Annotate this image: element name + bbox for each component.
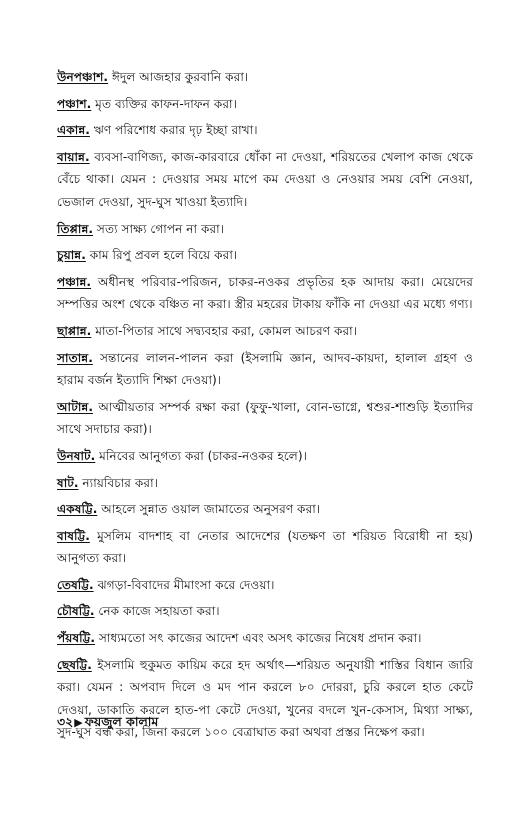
- entry-label: তেষট্টি.: [57, 577, 94, 592]
- entry-label: ষাট.: [57, 475, 79, 490]
- entry-label: পঁয়ষট্টি.: [57, 631, 95, 646]
- entry-text: নেক কাজে সহায়তা করা।: [94, 604, 220, 619]
- entry-text: মুসলিম বাদশাহ বা নেতার আদেশের (যতক্ষণ তা শরিয়ত বিরোধী না হয়) আনুগত্য করা।: [57, 528, 473, 566]
- entry-text: কাম রিপু প্রবল হলে বিয়ে করা।: [85, 248, 238, 263]
- list-item: [57, 119, 473, 142]
- entry-label: ছেষট্টি.: [57, 657, 92, 672]
- entry-text: অধীনস্থ পরিবার-পরিজন, চাকর-নওকর প্রভৃতির হক আদায় করা। মেয়েদের সম্পত্তির অংশ থেকে বঞ্চিত না করা। স্ত্রীর মহরের টাকায় ফাঁকি না দেওয়া এর মধ্যে গণ্য।: [57, 274, 473, 312]
- entry-text: সাধ্যমতো সৎ কাজের আদেশ এবং অসৎ কাজের নিষেধ প্রদান করা।: [94, 631, 422, 646]
- list-item: [57, 146, 473, 214]
- entry-label: চৌষট্টি.: [57, 604, 95, 619]
- entry-text: মাতা-পিতার সাথে সদ্ব্যবহার করা, কোমল আচরণ করা।: [91, 323, 358, 338]
- entry-text: ব্যবসা-বাণিজ্য, কাজ-কারবারে ধোঁকা না দেওয়া, শরিয়তের খেলাপ কাজ থেকে বেঁচে থাকা। যেমন : দেওয়ার সময় মাপে কম দেওয়া ও নেওয়ার সময় বেশি নেওয়া, ভেজাল দেওয়া, সুদ-ঘুস খাওয়া ইত্যাদি।: [57, 149, 473, 209]
- entry-label: ছাপ্পান্ন.: [57, 323, 92, 338]
- list-item: [57, 244, 473, 267]
- page-footer: [57, 714, 158, 734]
- entry-label: একান্ন.: [57, 123, 90, 138]
- entry-label: পঞ্চাশ.: [57, 96, 92, 111]
- entry-label: উনষাট.: [57, 448, 96, 463]
- entry-text: মৃত ব্যক্তির কাফন-দাফন করা।: [91, 96, 237, 111]
- entry-label: তিপ্পান্ন.: [57, 221, 94, 236]
- entry-text: মনিবের আনুগত্য করা (চাকর-নওকর হলে)।: [95, 448, 307, 463]
- list-item: [57, 627, 473, 650]
- list-item: [57, 347, 473, 392]
- triangle-icon: ▶: [74, 716, 83, 729]
- list-item: [57, 66, 473, 89]
- entry-text: ইসলামি হুকুমত কায়িম করে হদ অর্থাৎ—শরিয়ত অনুযায়ী শাস্তির বিধান জারি করা। যেমন : অপবাদ দিলে ও মদ পান করলে ৮০ দোররা, চুরি করলে হাত কেটে দেওয়া, ডাকাতি করলে হাত-পা কেটে দেওয়া, খুনের বদলে খুন-কেসাস, মিথ্যা সাক্ষ্য, সুদ-ঘুস বন্ধ করা, জিনা করলে ১০০ বেত্রাঘাত করা অথবা প্রস্তর নিক্ষেপ করা।: [57, 657, 473, 740]
- entry-label: একষট্টি.: [57, 502, 98, 517]
- entry-text: সন্তানের লালন-পালন করা (ইসলামি জ্ঞান, আদব-কায়দা, হালাল গ্রহণ ও হারাম বর্জন ইত্যাদি শিক্ষা দেওয়া)।: [57, 350, 473, 388]
- entry-label: চুয়ান্ন.: [57, 248, 86, 263]
- list-item: [57, 320, 473, 343]
- list-item: [57, 600, 473, 623]
- page-number: ৩২: [57, 714, 74, 729]
- entry-label: উনপঞ্চাশ.: [57, 70, 109, 84]
- entry-text: আত্মীয়তার সম্পর্ক রক্ষা করা (ফুফু-খালা, বোন-ভাগ্নে, শ্বশুর-শাশুড়ি ইত্যাদির সাথে সদাচার করা)।: [57, 399, 473, 437]
- entry-text: ঝগড়া-বিবাদের মীমাংসা করে দেওয়া।: [93, 577, 275, 592]
- list-item: [57, 93, 473, 116]
- list-item: [57, 218, 473, 241]
- entry-text: ঈদুল আজহার কুরবানি করা।: [108, 70, 249, 84]
- page-body: [57, 66, 473, 748]
- entry-text: সত্য সাক্ষ্য গোপন না করা।: [93, 221, 225, 236]
- list-item: [57, 525, 473, 570]
- entry-label: পঞ্চান্ন.: [57, 274, 92, 289]
- list-item: [57, 574, 473, 597]
- entry-text: ন্যায়বিচার করা।: [78, 475, 159, 490]
- entry-label: বায়ান্ন.: [57, 149, 90, 164]
- book-title: ফয়জুল কালাম: [84, 714, 159, 729]
- entry-text: আহলে সুন্নাত ওয়াল জামাতের অনুসরণ করা।: [97, 502, 321, 517]
- entry-text: ঋণ পরিশোধ করার দৃঢ় ইচ্ছা রাখা।: [89, 123, 258, 138]
- list-item: [57, 396, 473, 441]
- list-item: [57, 472, 473, 495]
- list-item: [57, 271, 473, 316]
- entry-label: বাষট্টি.: [57, 528, 90, 543]
- list-item: [57, 498, 473, 521]
- list-item: [57, 445, 473, 468]
- entry-label: সাতান্ন.: [57, 350, 93, 365]
- entry-label: আটান্ন.: [57, 399, 93, 414]
